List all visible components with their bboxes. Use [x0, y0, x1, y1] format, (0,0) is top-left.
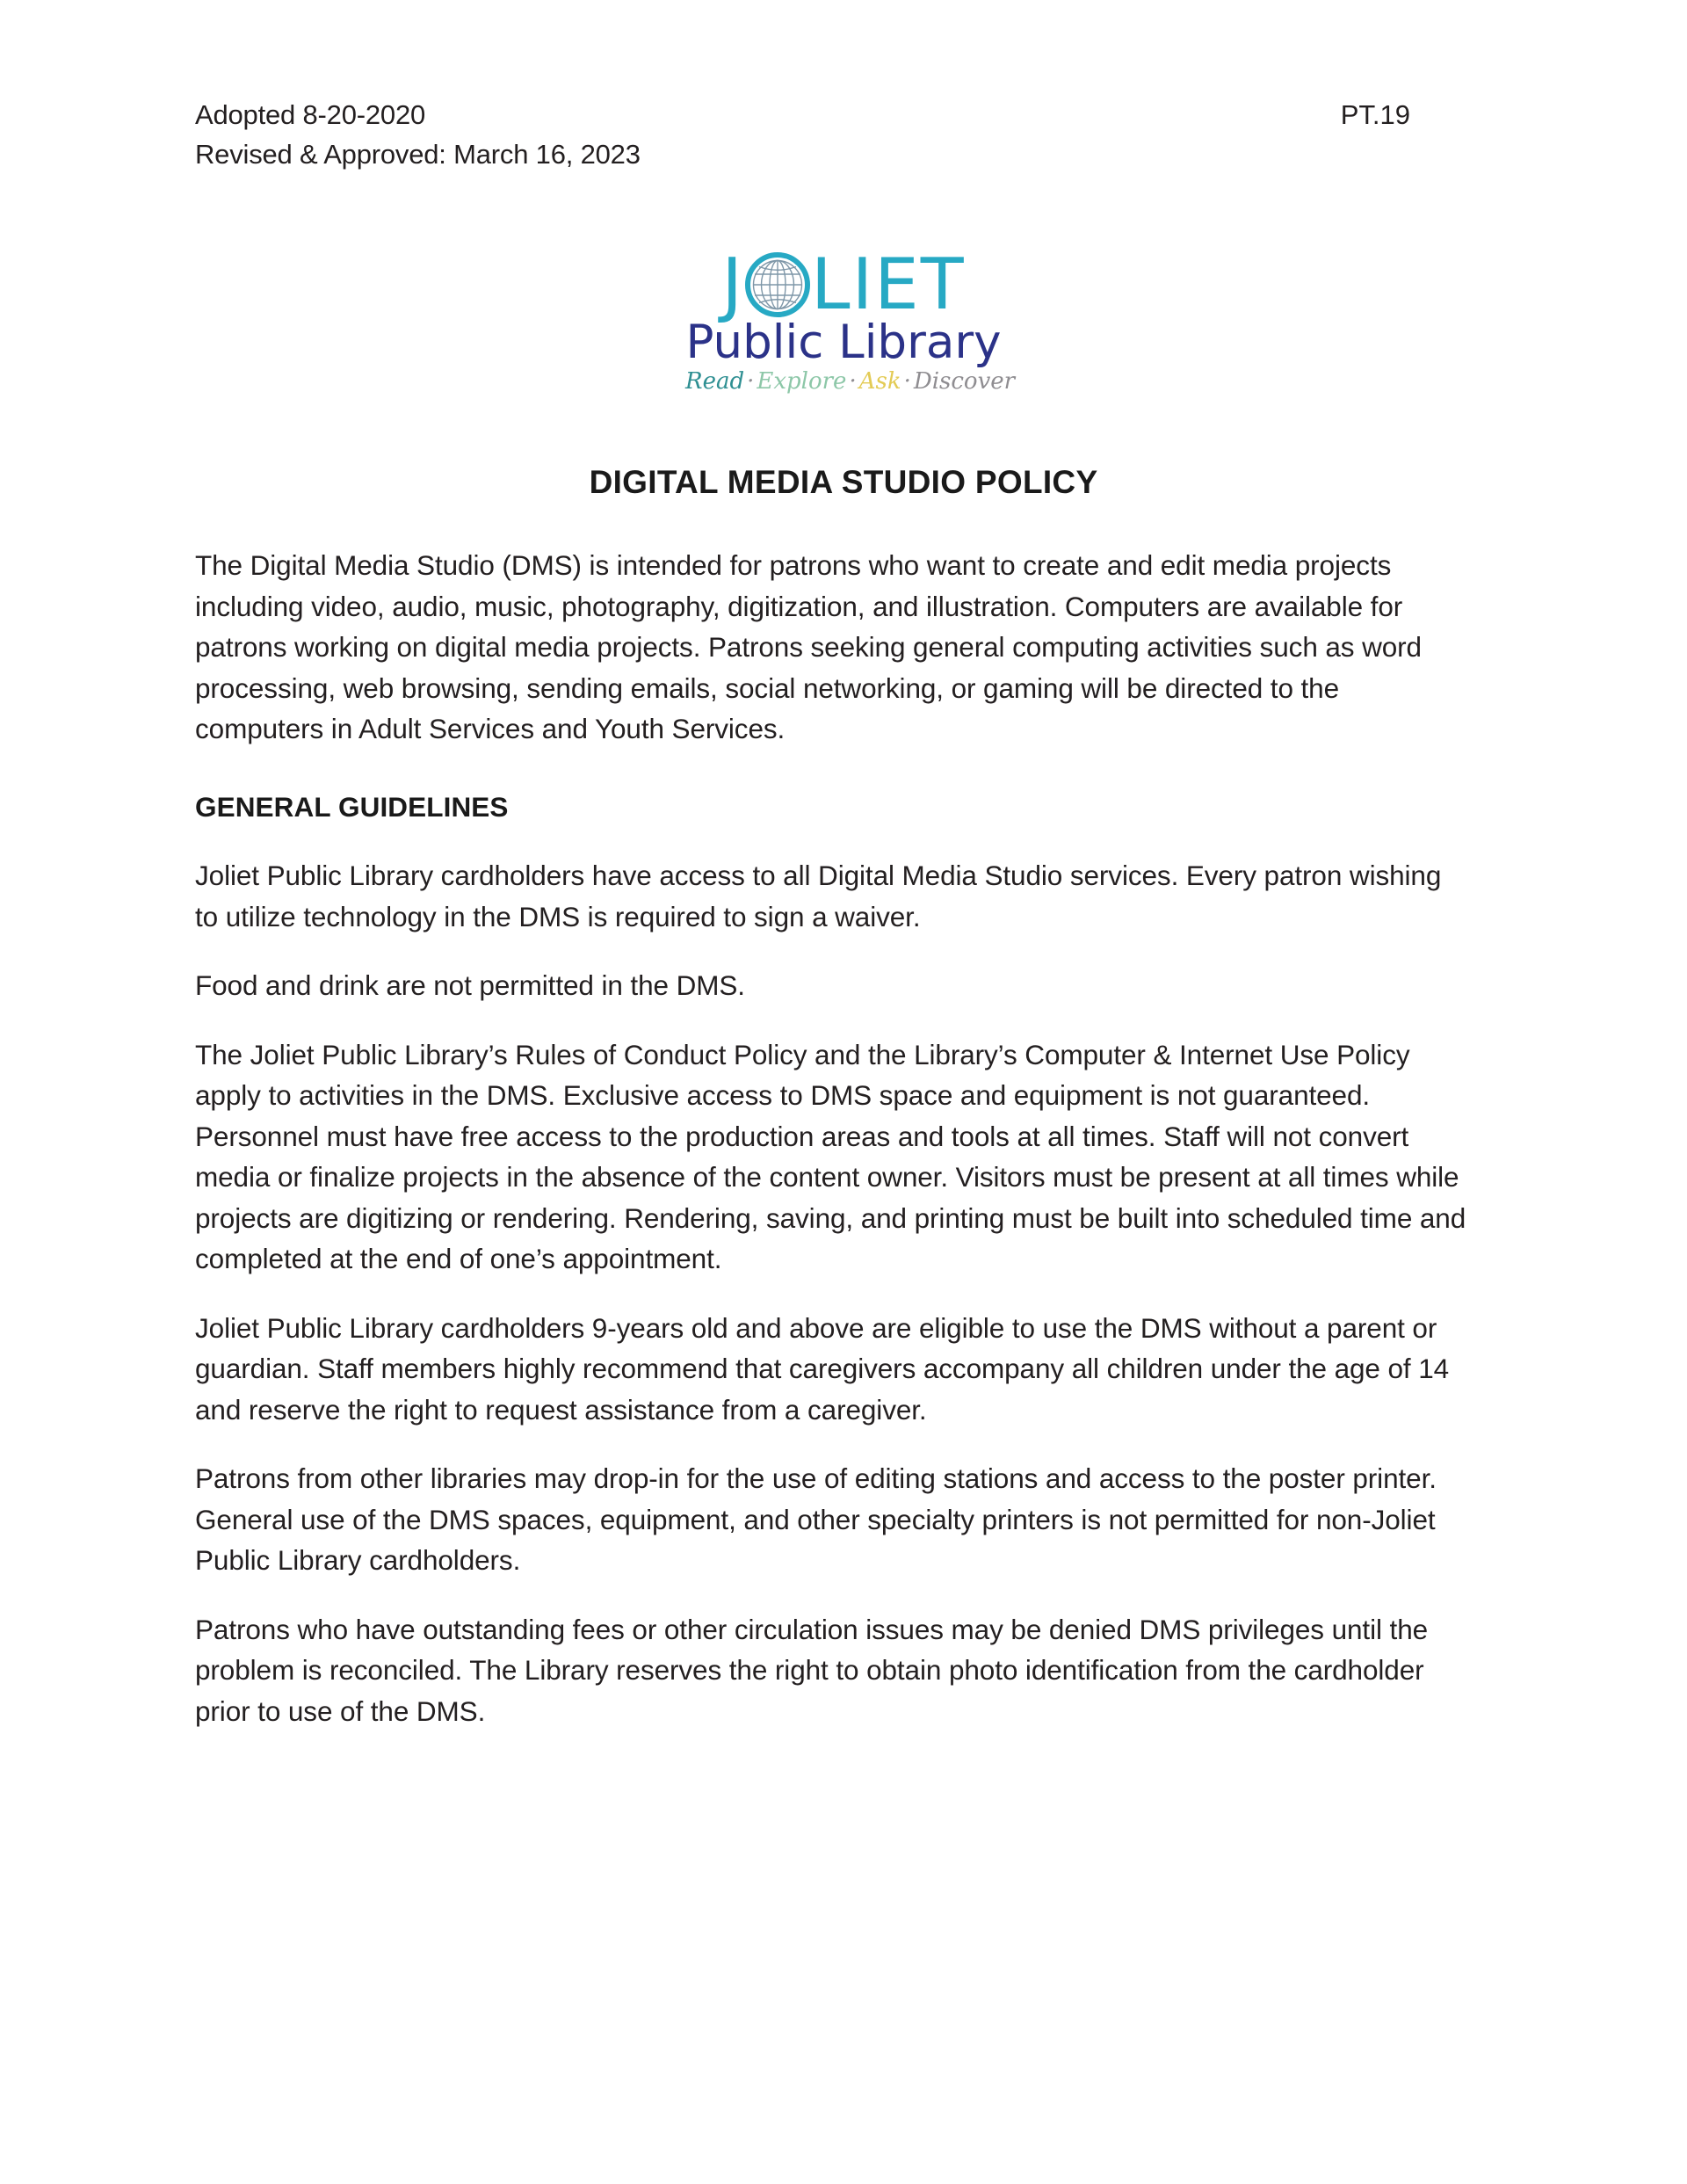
- tagline-discover: Discover: [913, 368, 1016, 395]
- header-dates: [195, 95, 641, 174]
- logo-letters-liet: LIET: [811, 243, 966, 325]
- logo-letter-j: J: [721, 243, 744, 325]
- paragraph-age-requirements: Joliet Public Library cardholders 9-years old and above are eligible to use the DMS without a parent or guardian. Staff members highly recommend that caregivers accompany all children under the age of 14 and reserve the right to request assistance from a caregiver.: [195, 1311, 1450, 1426]
- revised-date: Revised & Approved: March 16, 2023: [195, 139, 641, 170]
- paragraph-rules-of-conduct: The Joliet Public Library’s Rules of Conduct Policy and the Library’s Computer & Internet Use Policy apply to activities in the DMS. Exclusive access to DMS space and equipment is not guaranteed. Personnel must have free access to the production areas and tools at all times. Staff will not convert media or finalize projects in the absence of the content owner. Visitors must be present at all times while projects are digitizing or rendering. Rendering, saving, and printing must be built into scheduled time and completed at the end of one’s appointment.: [195, 1038, 1466, 1274]
- tagline-ask: Ask: [858, 368, 901, 395]
- tagline-separator-1: ·: [747, 368, 755, 395]
- library-logo: [0, 243, 1687, 395]
- page-title: DIGITAL MEDIA STUDIO POLICY: [589, 464, 1098, 500]
- tagline-separator-3: ·: [903, 368, 911, 395]
- paragraph-other-libraries: Patrons from other libraries may drop-in for the use of editing stations and access to the poster printer. General use of the DMS spaces, equipment, and other specialty printers is not permitted for non-Joliet Public Library cardholders.: [195, 1462, 1437, 1576]
- section-heading-general-guidelines: GENERAL GUIDELINES: [195, 790, 509, 823]
- paragraph-food-drink: Food and drink are not permitted in the DMS.: [195, 969, 745, 1001]
- document-body: [195, 545, 1467, 1760]
- intro-paragraph: The Digital Media Studio (DMS) is intended for patrons who want to create and edit media projects including video, audio, music, photography, digitization, and illustration. Computers are available for patrons working on digital media projects. Patrons seeking general computing activities such as word processing, web browsing, sending emails, social networking, or gaming will be directed to the computers in Adult Services and Youth Services.: [195, 549, 1422, 744]
- logo-tagline: [685, 367, 1016, 395]
- tagline-separator-2: ·: [849, 368, 857, 395]
- logo-wordmark-joliet: [685, 243, 1002, 325]
- logo-wordmark-public-library: Public Library: [685, 316, 1002, 369]
- tagline-explore: Explore: [757, 368, 847, 395]
- paragraph-cardholder-access: Joliet Public Library cardholders have access to all Digital Media Studio services. Every patron wishing to utilize technology in the DMS is required to sign a waiver.: [195, 860, 1442, 932]
- document-header: [195, 95, 1492, 174]
- adopted-date: Adopted 8-20-2020: [195, 99, 426, 130]
- tagline-read: Read: [685, 368, 745, 395]
- page-reference: PT.19: [1340, 99, 1410, 130]
- globe-icon: [745, 252, 810, 317]
- paragraph-outstanding-fees: Patrons who have outstanding fees or other circulation issues may be denied DMS privileges until the problem is reconciled. The Library reserves the right to obtain photo identification from the cardholder prior to use of the DMS.: [195, 1613, 1429, 1727]
